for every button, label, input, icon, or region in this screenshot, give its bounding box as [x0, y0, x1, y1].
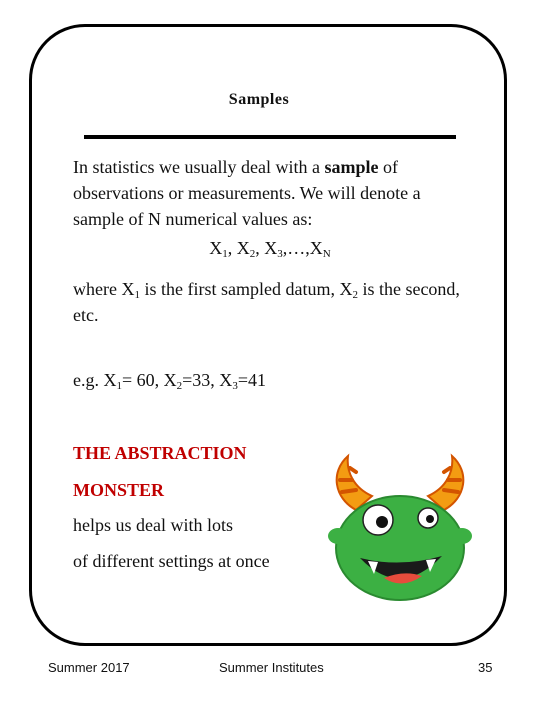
example-line: [73, 370, 266, 391]
right-horn: [428, 456, 463, 510]
intro-bold-sample: sample: [324, 157, 379, 177]
monster-heading: MONSTER: [73, 480, 165, 500]
intro-text-1: In statistics we usually deal with a: [73, 157, 325, 177]
footer-institute: Summer Institutes: [219, 660, 324, 675]
eg-sub-2: 2: [176, 380, 183, 392]
where-text-3: is the second, etc.: [73, 279, 460, 325]
title-rule: [84, 135, 456, 139]
right-ear: [452, 528, 472, 544]
left-ear: [328, 528, 348, 544]
eg-text-3: =33, X: [182, 370, 233, 390]
seq-sub-3: 3: [277, 248, 283, 260]
page-number: 35: [478, 660, 493, 675]
monster-illustration: [326, 450, 474, 602]
eg-sub-3: 3: [232, 380, 238, 392]
eg-text-4: =41: [237, 370, 266, 390]
seq-ellipsis: ,…,X: [282, 238, 323, 258]
intro-paragraph: [73, 154, 473, 232]
monster-head: [336, 496, 464, 600]
left-pupil: [376, 516, 388, 528]
left-horn: [337, 456, 372, 510]
help-line-2: of different settings at once: [73, 551, 270, 571]
where-sub-1: 1: [134, 289, 140, 301]
where-text-2: is the first sampled datum, X: [139, 279, 353, 299]
seq-sub-1: 1: [222, 248, 228, 260]
sample-sequence: [0, 238, 540, 259]
abstraction-heading: THE ABSTRACTION: [73, 443, 247, 463]
seq-sep-1: , X: [227, 238, 250, 258]
seq-x: X: [209, 238, 223, 258]
eg-text-1: e.g. X: [73, 370, 117, 390]
eg-sub-1: 1: [116, 380, 122, 392]
seq-sub-2: 2: [249, 248, 256, 260]
where-paragraph: [73, 276, 473, 328]
seq-sub-n: N: [322, 248, 331, 260]
slide-title: Samples: [228, 91, 290, 108]
help-line-1: helps us deal with lots: [73, 515, 233, 535]
intro-text-2: of observations or measurements. We will denote a sample of N numerical values as:: [73, 157, 421, 229]
footer-date: Summer 2017: [48, 660, 130, 675]
right-pupil: [426, 515, 434, 523]
eg-text-2: = 60, X: [122, 370, 177, 390]
where-text-1: where X: [73, 279, 135, 299]
seq-sep-2: , X: [255, 238, 278, 258]
where-sub-2: 2: [352, 289, 358, 301]
